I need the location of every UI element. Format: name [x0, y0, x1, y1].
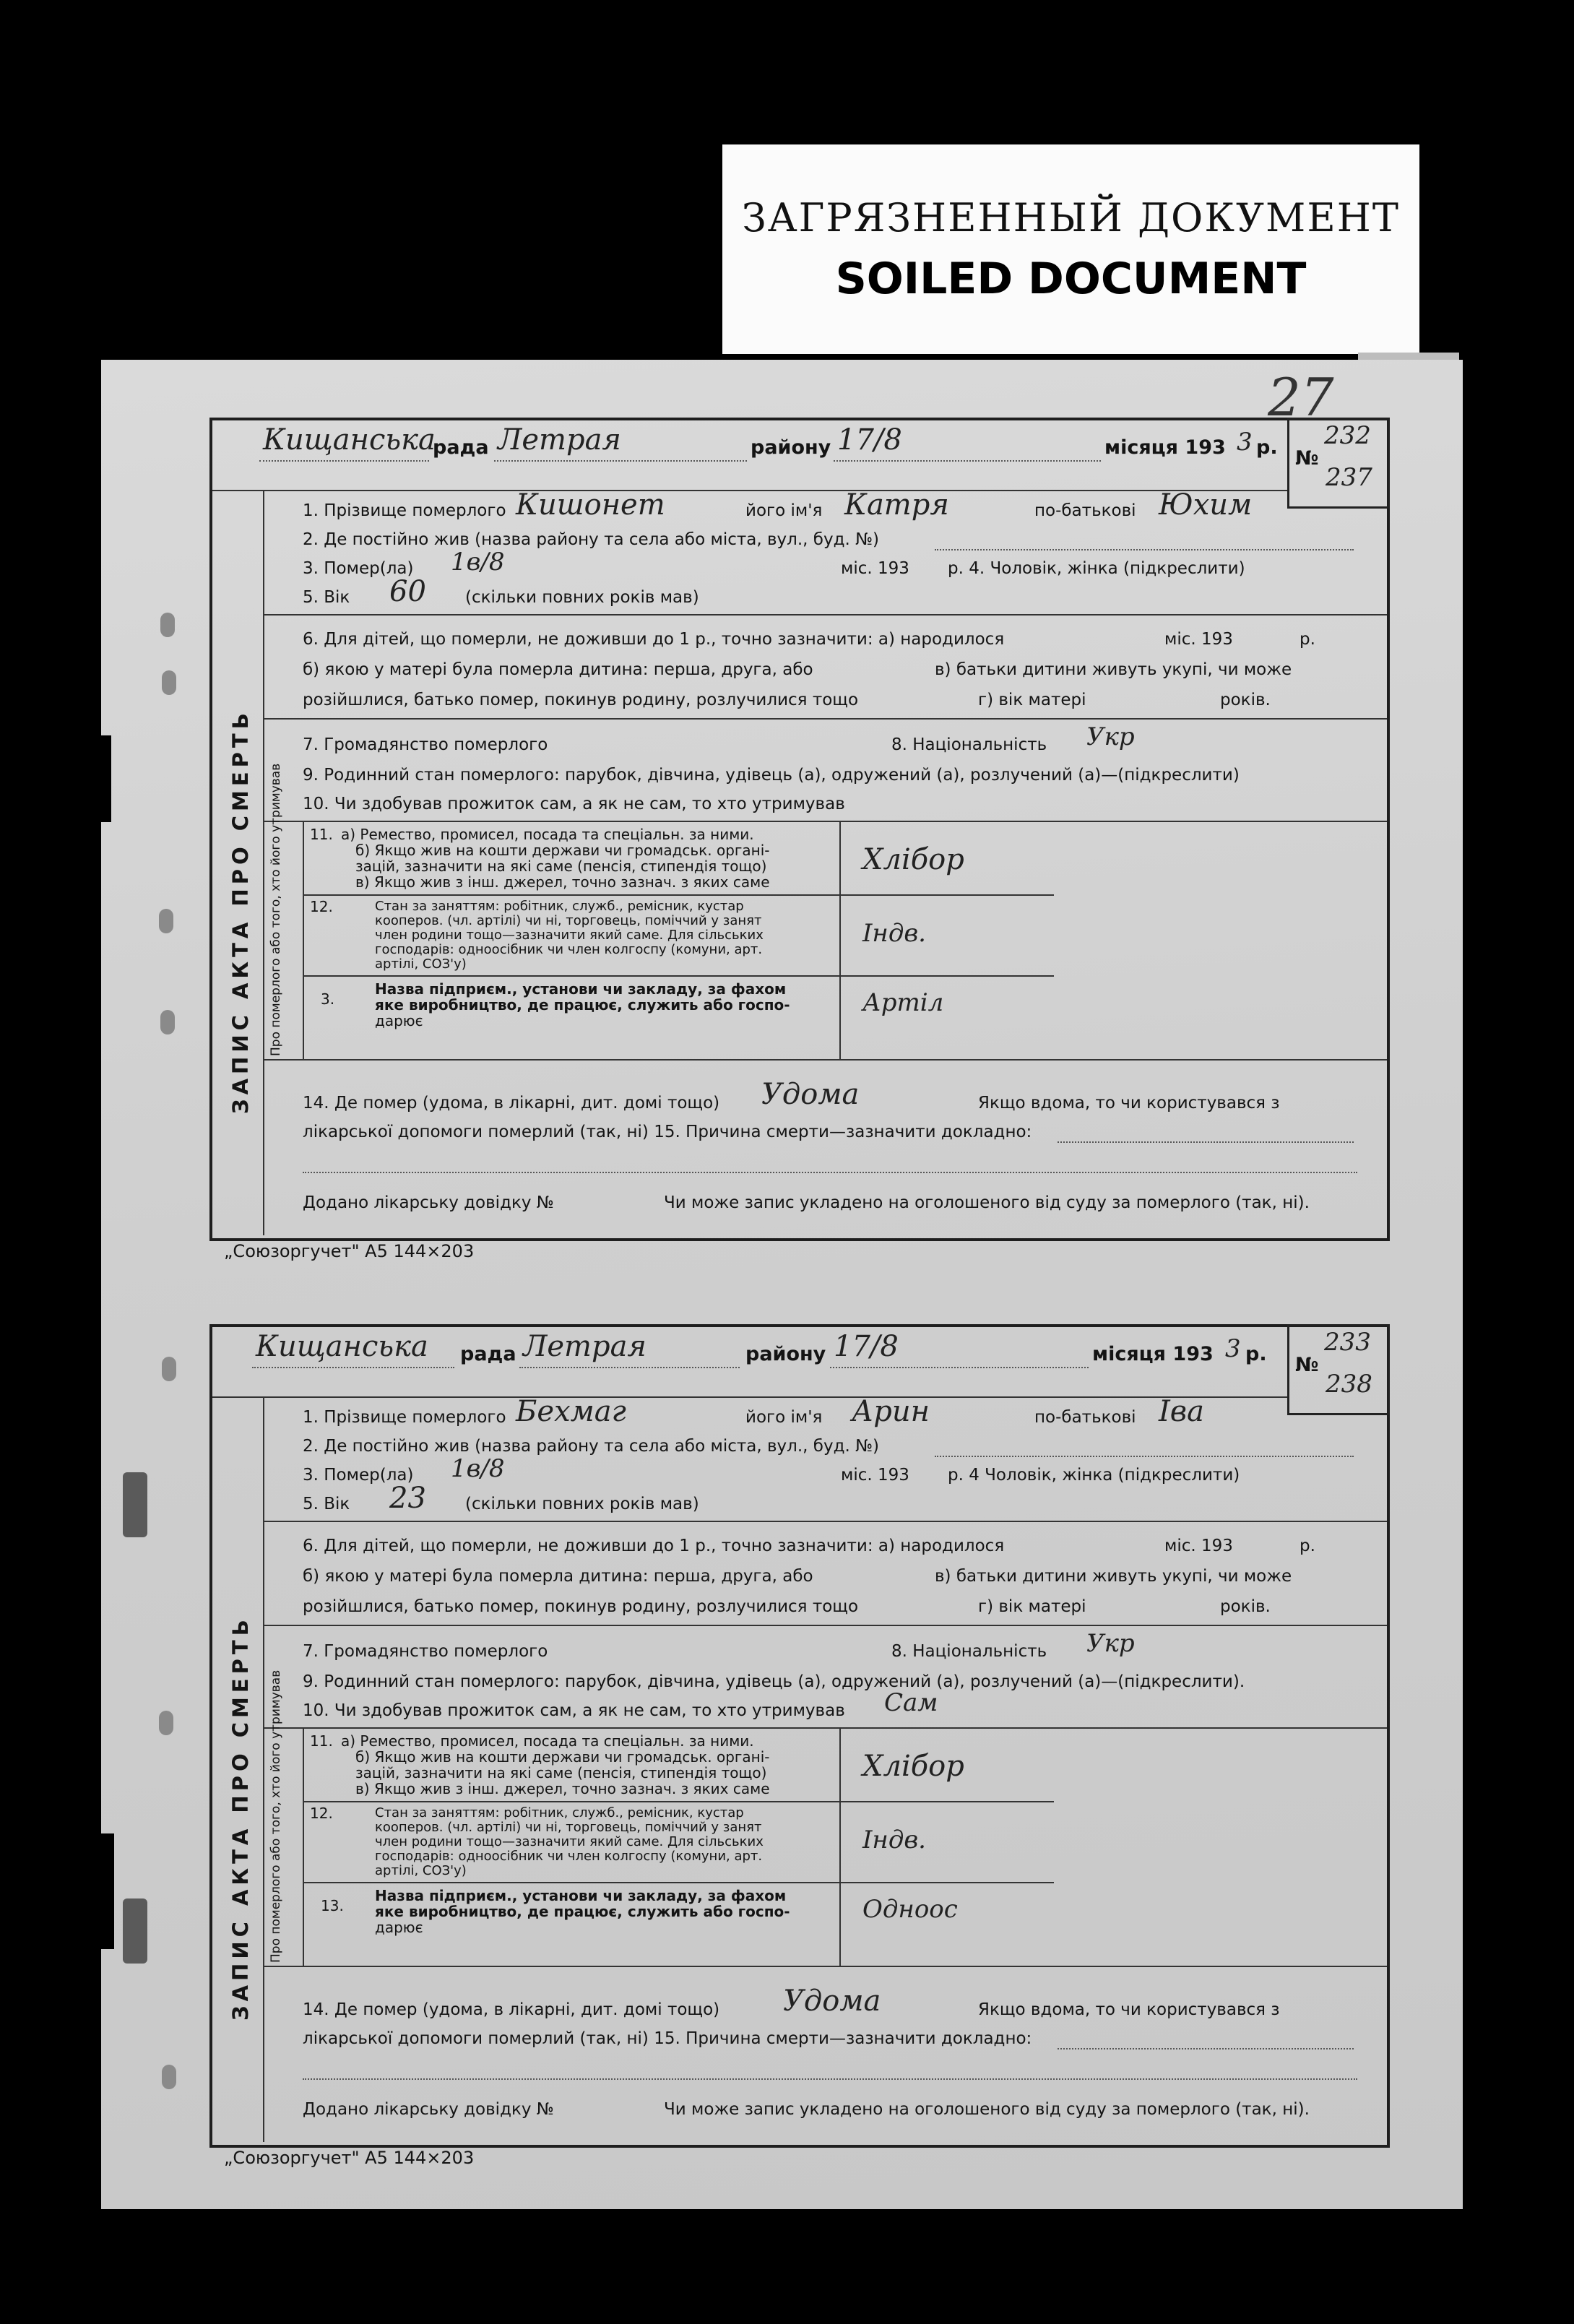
binding-hole: [162, 1357, 176, 1381]
child-born-label: 6. Для дітей, що померли, не доживши до 1 р., точно зазначити: а) народилося: [303, 630, 1005, 649]
parents-status-label: розійшлися, батько помер, покинув родину, розлучилися тощо: [303, 1597, 859, 1616]
rada-line: [259, 460, 429, 462]
q11-line-a: а) Ремество, промисел, посада та спеціальн. за ними.: [341, 1732, 754, 1750]
q12-number: 12.: [310, 1805, 333, 1822]
rada-value: Кищанська: [263, 423, 436, 457]
nationality-value: Укр: [1086, 1629, 1135, 1658]
nationality-value: Укр: [1086, 722, 1135, 751]
date-line: [830, 1367, 1089, 1368]
page-tear: [101, 735, 111, 822]
record-number-box: [1287, 418, 1390, 509]
notice-russian: ЗАГРЯЗНЕННЫЙ ДОКУМЕНТ: [742, 195, 1400, 241]
row-divider: [263, 1521, 1387, 1522]
parents-status-label: розійшлися, батько помер, покинув родину, розлучилися тощо: [303, 691, 859, 709]
q13-line-a: Назва підприєм., установи чи закладу, за фахом: [375, 1887, 787, 1904]
q13-line-b: яке виробництво, де працює, служить або госпо-: [375, 996, 790, 1014]
support-label: 10. Чи здобував прожиток сам, а як не сам, то хто утримував: [303, 1701, 845, 1720]
row-divider: [263, 1727, 1387, 1729]
died-label: 3. Помер(ла): [303, 559, 414, 578]
status-value: Індв.: [862, 1826, 926, 1854]
marital-label: 9. Родинний стан померлого: парубок, дівчина, удівець (а), одружений (а), розлучений (а)—(підкреслити).: [303, 1672, 1245, 1691]
sex-label: р. 4 Чоловік, жінка (підкреслити): [948, 1466, 1240, 1485]
q11-line-b: б) Якщо жив на кошти держави чи громадськ. органі-: [355, 842, 770, 859]
surname-label: 1. Прізвище померлого: [303, 501, 506, 520]
supporter-value: Сам: [884, 1688, 938, 1717]
form-footer-2: „Союзоргучет" А5 144×203: [224, 2148, 475, 2168]
child-order-label: б) якою у матері була померла дитина: перша, друга, або: [303, 1567, 813, 1586]
name-label: його ім'я: [745, 1408, 823, 1427]
row-divider: [263, 718, 1387, 720]
mother-age-years: років.: [1220, 691, 1271, 709]
death-place-value: Удома: [761, 1078, 860, 1111]
q11-number: 11.: [310, 826, 333, 843]
row-divider: [263, 821, 1387, 822]
row-divider: [263, 1059, 1387, 1061]
occupation-value: Хлібор: [862, 1750, 964, 1783]
q12-line-d: господарів: одноосібник чи член колгоспу (комуни, арт.: [375, 942, 763, 957]
binding-hole: [160, 613, 175, 637]
medical-help-label: Якщо вдома, то чи користувався з: [978, 2000, 1280, 2019]
folio-number: 27: [1268, 367, 1334, 428]
medical-help-label: Якщо вдома, то чи користувався з: [978, 1094, 1280, 1113]
q11-line-a: а) Ремество, промисел, посада та спеціальн. за ними.: [341, 826, 754, 843]
binding-hole: [162, 670, 176, 695]
q11-line-d: в) Якщо жив з інш. джерел, точно зазнач. з яких саме: [355, 873, 770, 891]
cause-line: [1058, 2048, 1354, 2049]
parents-label: в) батьки дитини живуть укупі, чи може: [935, 660, 1292, 679]
patronymic-value: Юхим: [1159, 488, 1253, 522]
q12-line-e: артілі, СОЗ'у): [375, 1863, 467, 1878]
court-label: Чи може запис укладено на оголошеного від суду за померлого (так, ні).: [664, 1193, 1310, 1212]
rada-value: Кищанська: [256, 1330, 428, 1363]
row-divider: [263, 614, 1387, 615]
rayon-line: [494, 460, 747, 462]
surname-label: 1. Прізвище померлого: [303, 1408, 506, 1427]
name-value: Катря: [844, 488, 949, 522]
died-month-label: міс. 193: [841, 1466, 909, 1485]
nationality-label: 8. Національність: [891, 735, 1047, 754]
died-label: 3. Помер(ла): [303, 1466, 414, 1485]
rayon-value: Летрая: [498, 423, 621, 457]
died-value: 1в/8: [451, 548, 505, 576]
citizenship-label: 7. Громадянство померлого: [303, 735, 548, 754]
q13-number: 3.: [321, 990, 335, 1008]
certificate-label: Додано лікарську довідку №: [303, 1193, 554, 1212]
side-title: ЗАПИС АКТА ПРО СМЕРТЬ: [228, 1615, 253, 2021]
name-label: його ім'я: [745, 501, 823, 520]
record-number-old: 232: [1324, 421, 1371, 450]
occupation-side-label: Про померлого або того, хто його утримував: [269, 1669, 283, 1963]
residence-label: 2. Де постійно жив (назва району та села або міста, вул., буд. №): [303, 1437, 879, 1456]
cause-line: [1058, 1141, 1354, 1143]
binding-hole: [159, 909, 173, 933]
age-note: (скільки повних років мав): [465, 588, 699, 607]
certificate-label: Додано лікарську довідку №: [303, 2100, 554, 2119]
q12-line-b: кооперов. (чл. артілі) чи ні, торговець, поміччий у занят: [375, 1820, 762, 1835]
death-place-label: 14. Де помер (удома, в лікарні, дит. домі тощо): [303, 1094, 720, 1113]
patronymic-label: по-батькові: [1034, 1408, 1136, 1427]
q13-number: 13.: [321, 1897, 344, 1914]
workplace-value: Одноос: [862, 1895, 958, 1924]
age-note: (скільки повних років мав): [465, 1495, 699, 1513]
occupation-divider: [303, 1727, 304, 1966]
rayon-line: [519, 1367, 740, 1368]
marital-label: 9. Родинний стан померлого: парубок, дівчина, удівець (а), одружений (а), розлучений (а)—(підкреслити): [303, 766, 1240, 785]
side-divider: [263, 490, 264, 1235]
occupation-side-label: Про померлого або того, хто його утримував: [269, 763, 283, 1056]
child-born-r: р.: [1300, 1537, 1315, 1555]
binding-hole: [162, 2065, 176, 2089]
date-value: 17/8: [837, 423, 902, 457]
binding-hole: [160, 1010, 175, 1034]
rada-line: [252, 1367, 454, 1368]
record-number-label: №: [1295, 1354, 1319, 1376]
age-label: 5. Вік: [303, 588, 350, 607]
q11-line-c: зацій, зазначити на які саме (пенсія, стипендія тощо): [355, 858, 767, 875]
rada-label: рада: [433, 436, 489, 459]
patronymic-label: по-батькові: [1034, 501, 1136, 520]
q12-line-a: Стан за заняттям: робітник, служб., ремісник, кустар: [375, 899, 744, 914]
mother-age-label: г) вік матері: [978, 1597, 1086, 1616]
cause-line-2: [303, 2078, 1357, 2080]
child-born-month: міс. 193: [1164, 1537, 1233, 1555]
patronymic-value: Іва: [1159, 1395, 1204, 1428]
q11-line-d: в) Якщо жив з інш. джерел, точно зазнач. з яких саме: [355, 1780, 770, 1797]
death-record-form-2: [209, 1324, 1390, 2148]
cause-label: лікарської допомоги померлий (так, ні) 15. Причина смерти—зазначити докладно:: [303, 2029, 1032, 2048]
record-number-box: [1287, 1324, 1390, 1415]
rada-label: рада: [460, 1343, 516, 1365]
parents-label: в) батьки дитини живуть укупі, чи може: [935, 1567, 1292, 1586]
death-place-value: Удома: [783, 1984, 881, 2018]
q13-line-c: дарює: [375, 1919, 423, 1936]
year-r-label: р.: [1245, 1343, 1267, 1365]
side-divider: [263, 1396, 264, 2142]
mother-age-label: г) вік матері: [978, 691, 1086, 709]
died-value: 1в/8: [451, 1454, 505, 1483]
date-line: [834, 460, 1101, 462]
residence-label: 2. Де постійно жив (назва району та села або міста, вул., буд. №): [303, 530, 879, 549]
row-divider: [303, 975, 1054, 977]
court-label: Чи може запис укладено на оголошеного від суду за померлого (так, ні).: [664, 2100, 1310, 2119]
child-born-r: р.: [1300, 630, 1315, 649]
row-divider: [263, 1966, 1387, 1967]
death-record-form-1: [209, 418, 1390, 1241]
side-title: ЗАПИС АКТА ПРО СМЕРТЬ: [228, 709, 253, 1114]
q11-line-c: зацій, зазначити на які саме (пенсія, стипендія тощо): [355, 1764, 767, 1781]
form-footer-1: „Союзоргучет" А5 144×203: [224, 1241, 475, 1261]
q13-line-c: дарює: [375, 1012, 423, 1029]
mother-age-years: років.: [1220, 1597, 1271, 1616]
died-month-label: міс. 193: [841, 559, 909, 578]
q13-line-a: Назва підприєм., установи чи закладу, за фахом: [375, 980, 787, 998]
occupation-value: Хлібор: [862, 843, 964, 876]
q11-number: 11.: [310, 1732, 333, 1750]
status-value: Індв.: [862, 919, 926, 948]
age-label: 5. Вік: [303, 1495, 350, 1513]
soiled-document-notice: [722, 144, 1419, 354]
record-number-label: №: [1295, 447, 1319, 470]
age-value: 60: [389, 575, 426, 608]
surname-value: Бехмаг: [516, 1395, 626, 1428]
header-divider: [212, 1396, 1287, 1398]
header-divider: [212, 490, 1287, 491]
year-r-label: р.: [1256, 436, 1278, 459]
record-number-new: 237: [1326, 463, 1372, 492]
sex-label: р. 4. Чоловік, жінка (підкреслити): [948, 559, 1245, 578]
cause-label: лікарської допомоги померлий (так, ні) 15. Причина смерти—зазначити докладно:: [303, 1123, 1032, 1141]
occupation-value-divider: [839, 1727, 841, 1966]
child-order-label: б) якою у матері була померла дитина: перша, друга, або: [303, 660, 813, 679]
notice-english: SOILED DOCUMENT: [835, 254, 1307, 304]
q12-line-a: Стан за заняттям: робітник, служб., ремісник, кустар: [375, 1805, 744, 1820]
workplace-value: Артіл: [862, 988, 944, 1017]
rayon-label: району: [751, 436, 831, 459]
binding-hole: [123, 1898, 147, 1964]
record-number-old: 233: [1324, 1328, 1371, 1357]
child-born-label: 6. Для дітей, що померли, не доживши до 1 р., точно зазначити: а) народилося: [303, 1537, 1005, 1555]
occupation-divider: [303, 821, 304, 1059]
surname-value: Кишонет: [516, 488, 665, 522]
binding-hole: [123, 1472, 147, 1537]
q12-line-b: кооперов. (чл. артілі) чи ні, торговець, поміччий у занят: [375, 913, 762, 928]
age-value: 23: [389, 1482, 426, 1515]
q13-line-b: яке виробництво, де працює, служить або госпо-: [375, 1903, 790, 1920]
q12-line-e: артілі, СОЗ'у): [375, 956, 467, 972]
q12-line-d: господарів: одноосібник чи член колгоспу (комуни, арт.: [375, 1849, 763, 1864]
q12-number: 12.: [310, 898, 333, 915]
page-tear: [101, 1833, 114, 1949]
support-label: 10. Чи здобував прожиток сам, а як не сам, то хто утримував: [303, 795, 845, 813]
name-value: Арин: [852, 1395, 930, 1428]
q12-line-c: член родини тощо—зазначити який саме. Для сільських: [375, 1834, 764, 1849]
year-digit: 3: [1237, 428, 1253, 457]
cause-line-2: [303, 1172, 1357, 1173]
occupation-value-divider: [839, 821, 841, 1059]
child-born-month: міс. 193: [1164, 630, 1233, 649]
residence-line: [935, 549, 1354, 550]
citizenship-label: 7. Громадянство померлого: [303, 1642, 548, 1661]
year-digit: 3: [1225, 1334, 1241, 1363]
rayon-value: Летрая: [523, 1330, 647, 1363]
nationality-label: 8. Національність: [891, 1642, 1047, 1661]
residence-line: [935, 1456, 1354, 1457]
row-divider: [303, 1882, 1054, 1883]
month-label: місяця 193: [1104, 436, 1226, 459]
rayon-label: району: [745, 1343, 826, 1365]
row-divider: [263, 1625, 1387, 1626]
row-divider: [303, 894, 1054, 896]
row-divider: [303, 1801, 1054, 1802]
q11-line-b: б) Якщо жив на кошти держави чи громадськ. органі-: [355, 1748, 770, 1766]
month-label: місяця 193: [1092, 1343, 1214, 1365]
date-value: 17/8: [834, 1330, 899, 1363]
record-number-new: 238: [1326, 1370, 1372, 1399]
binding-hole: [159, 1711, 173, 1735]
death-place-label: 14. Де помер (удома, в лікарні, дит. домі тощо): [303, 2000, 720, 2019]
q12-line-c: член родини тощо—зазначити який саме. Для сільських: [375, 928, 764, 943]
